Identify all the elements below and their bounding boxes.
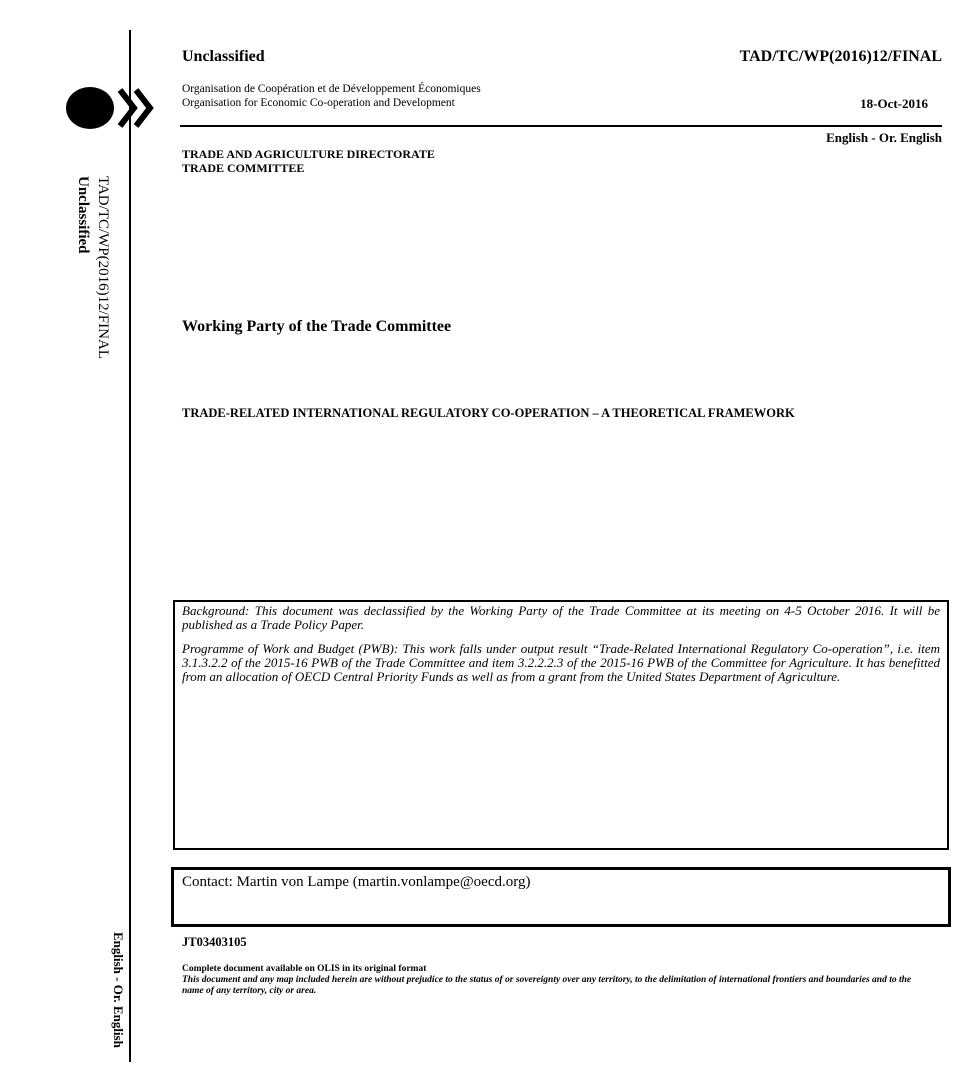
background-box [173, 600, 949, 850]
side-doc-ref: TAD/TC/WP(2016)12/FINAL [95, 176, 111, 359]
programme-text: Programme of Work and Budget (PWB): This work falls under output result “Trade-Related International Regulatory Co-operation”, i.e. item 3.1.3.2.2 of the 2015-16 PWB of the Trade Committee and item 3.2.2.2.3 of the 2015-16 PWB of the Committee for Agriculture. It has benefitted from an allocation of OECD Central Priority Funds as well as from a grant from the United States Department of Agriculture. [182, 641, 940, 684]
organisation-names [182, 82, 481, 110]
disclaimer-note: This document and any map included herein are without prejudice to the status of or sovereignty over any territory, to the delimitation of international frontiers and boundaries and to the name of any territory, city or area. [182, 975, 912, 996]
directorate-name: TRADE AND AGRICULTURE DIRECTORATE [182, 147, 435, 161]
org-name-fr: Organisation de Coopération et de Développement Économiques [182, 83, 481, 95]
committee-name: TRADE COMMITTEE [182, 161, 305, 175]
side-language: English - Or. English [111, 932, 126, 1048]
side-classification: Unclassified [75, 176, 91, 254]
header-rule [180, 125, 942, 127]
working-party-title: Working Party of the Trade Committee [182, 318, 452, 335]
classification-label: Unclassified [182, 48, 265, 65]
document-title: TRADE-RELATED INTERNATIONAL REGULATORY CO-OPERATION – A THEORETICAL FRAMEWORK [182, 406, 795, 420]
jt-number: JT03403105 [182, 935, 247, 949]
document-date: 18-Oct-2016 [860, 96, 928, 111]
margin-rule [129, 30, 131, 1062]
oecd-logo-icon [66, 82, 166, 134]
document-language: English - Or. English [826, 130, 942, 145]
availability-note: Complete document available on OLIS in its original format [182, 964, 427, 974]
directorate-block [182, 147, 435, 175]
document-reference: TAD/TC/WP(2016)12/FINAL [739, 48, 942, 65]
contact-box [171, 867, 951, 927]
org-name-en: Organisation for Economic Co-operation and Development [182, 97, 455, 109]
background-text: Background: This document was declassified by the Working Party of the Trade Committee at its meeting on 4-5 October 2016. It will be published as a Trade Policy Paper. [182, 603, 940, 632]
contact-text: Contact: Martin von Lampe (martin.vonlampe@oecd.org) [182, 874, 531, 890]
